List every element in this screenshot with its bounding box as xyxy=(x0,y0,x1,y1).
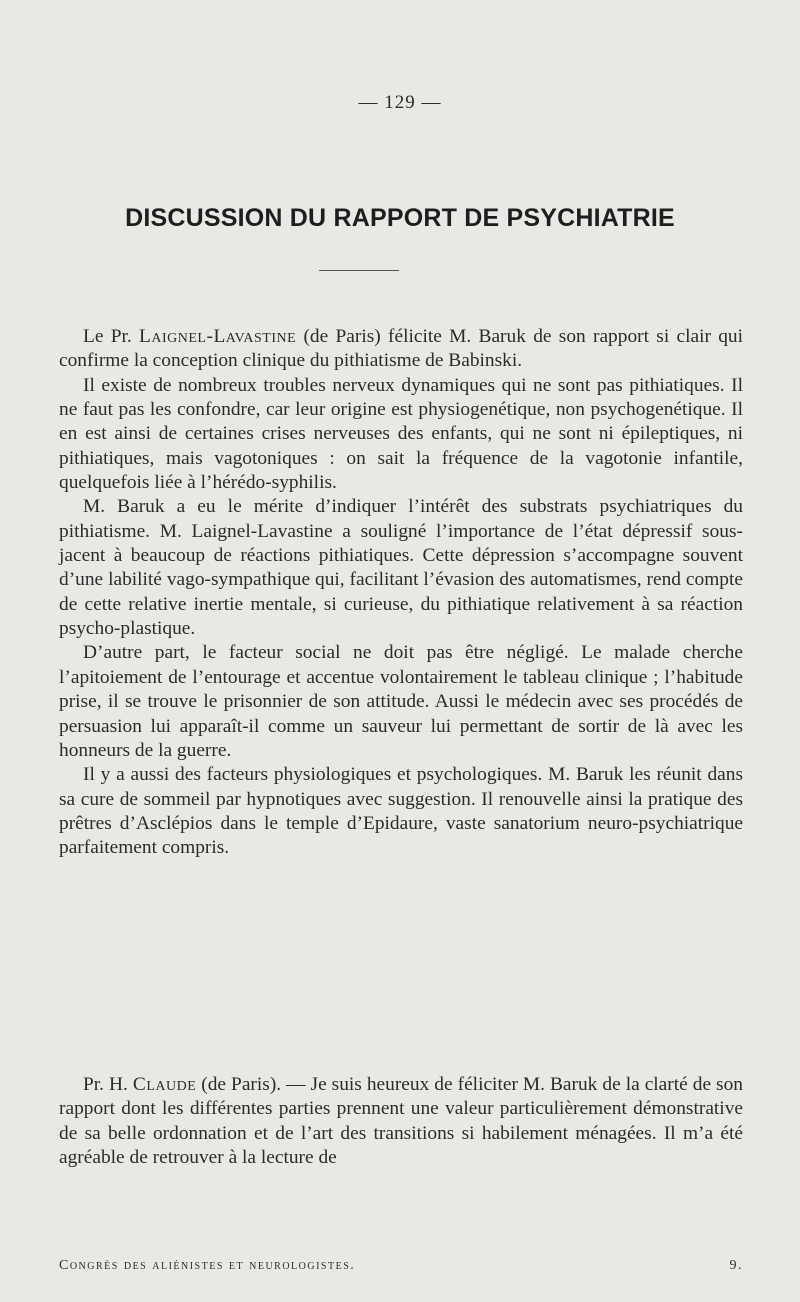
paragraph: Il y a aussi des facteurs physiologiques et psychologiques. M. Baruk les réunit dans sa cure de sommeil par hypnotiques avec suggestion. Il renouvelle ainsi la pratique des prêtres d’Asclépios dans le temple d’Epidaure, vaste sanatorium neuro-psychiatrique parfaitement compris. xyxy=(59,764,743,859)
page-title: DISCUSSION DU RAPPORT DE PSYCHIATRIE xyxy=(125,204,675,232)
section-claude xyxy=(59,1073,743,1170)
title-divider xyxy=(319,270,399,271)
page-footer xyxy=(59,1258,743,1274)
paragraph: Il existe de nombreux troubles nerveux dynamiques qui ne sont pas pithiatiques. Il ne faut pas les confondre, car leur origine est physiogenétique, non psychogenétique. Il en est ainsi de certaines crises nerveuses des enfants, qui ne sont ni épileptiques, ni pithiatiques, mais vagotoniques : on sait la fréquence de la vagotonie infantile, quelquefois liée à l’hérédo-syphilis. xyxy=(59,374,743,494)
paragraph-text: (de Paris) félicite M. Baruk de son rapport si clair qui confirme la conception clinique du pithiatisme de Babinski. xyxy=(59,326,744,372)
footer-signature-mark: 9. xyxy=(729,1258,743,1273)
page-number: — 129 — xyxy=(358,92,442,113)
paragraph: M. Baruk a eu le mérite d’indiquer l’intérêt des substrats psychiatriques du pithiatisme. M. Laignel-Lavastine a souligné l’importance de l’état dépressif sous-jacent à beaucoup de réactions pithiatiques. Cette dépression s’accompagne souvent d’une labilité vago-sympathique qui, facilitant l’évasion des automatismes, rend compte de cette relative inertie mentale, si curieuse, du pithiatique relativement à sa réaction psycho-plastique. xyxy=(59,496,743,640)
section-laignel-lavastine xyxy=(59,325,743,861)
speaker-prefix: Le Pr. xyxy=(83,326,140,347)
speaker-prefix: Pr. H. xyxy=(83,1074,133,1095)
paragraph-text: (de Paris). — Je suis heureux de féliciter M. Baruk de la clarté de son rapport dont les différentes parties prennent une valeur particulièrement démonstrative de sa belle ordonnation et de l’art des transitions si habilement ménagées. Il m’a été agréable de retrouver à la lecture de xyxy=(59,1074,743,1169)
paragraph xyxy=(59,1073,743,1170)
speaker-name: Laignel-Lavastine xyxy=(139,326,297,347)
paragraph: D’autre part, le facteur social ne doit pas être négligé. Le malade cherche l’apitoiement de l’entourage et accentue volontairement le tableau clinique ; l’habitude prise, il se trouve le prisonnier de son attitude. Aussi le médecin avec ses procédés de persuasion lui apparaît-il comme un sauveur lui permettant de sortir de là avec les honneurs de la guerre. xyxy=(59,642,743,761)
paragraph xyxy=(59,325,743,374)
speaker-name: Claude xyxy=(132,1074,197,1095)
footer-publication: Congrès des aliénistes et neurologistes. xyxy=(59,1258,356,1273)
